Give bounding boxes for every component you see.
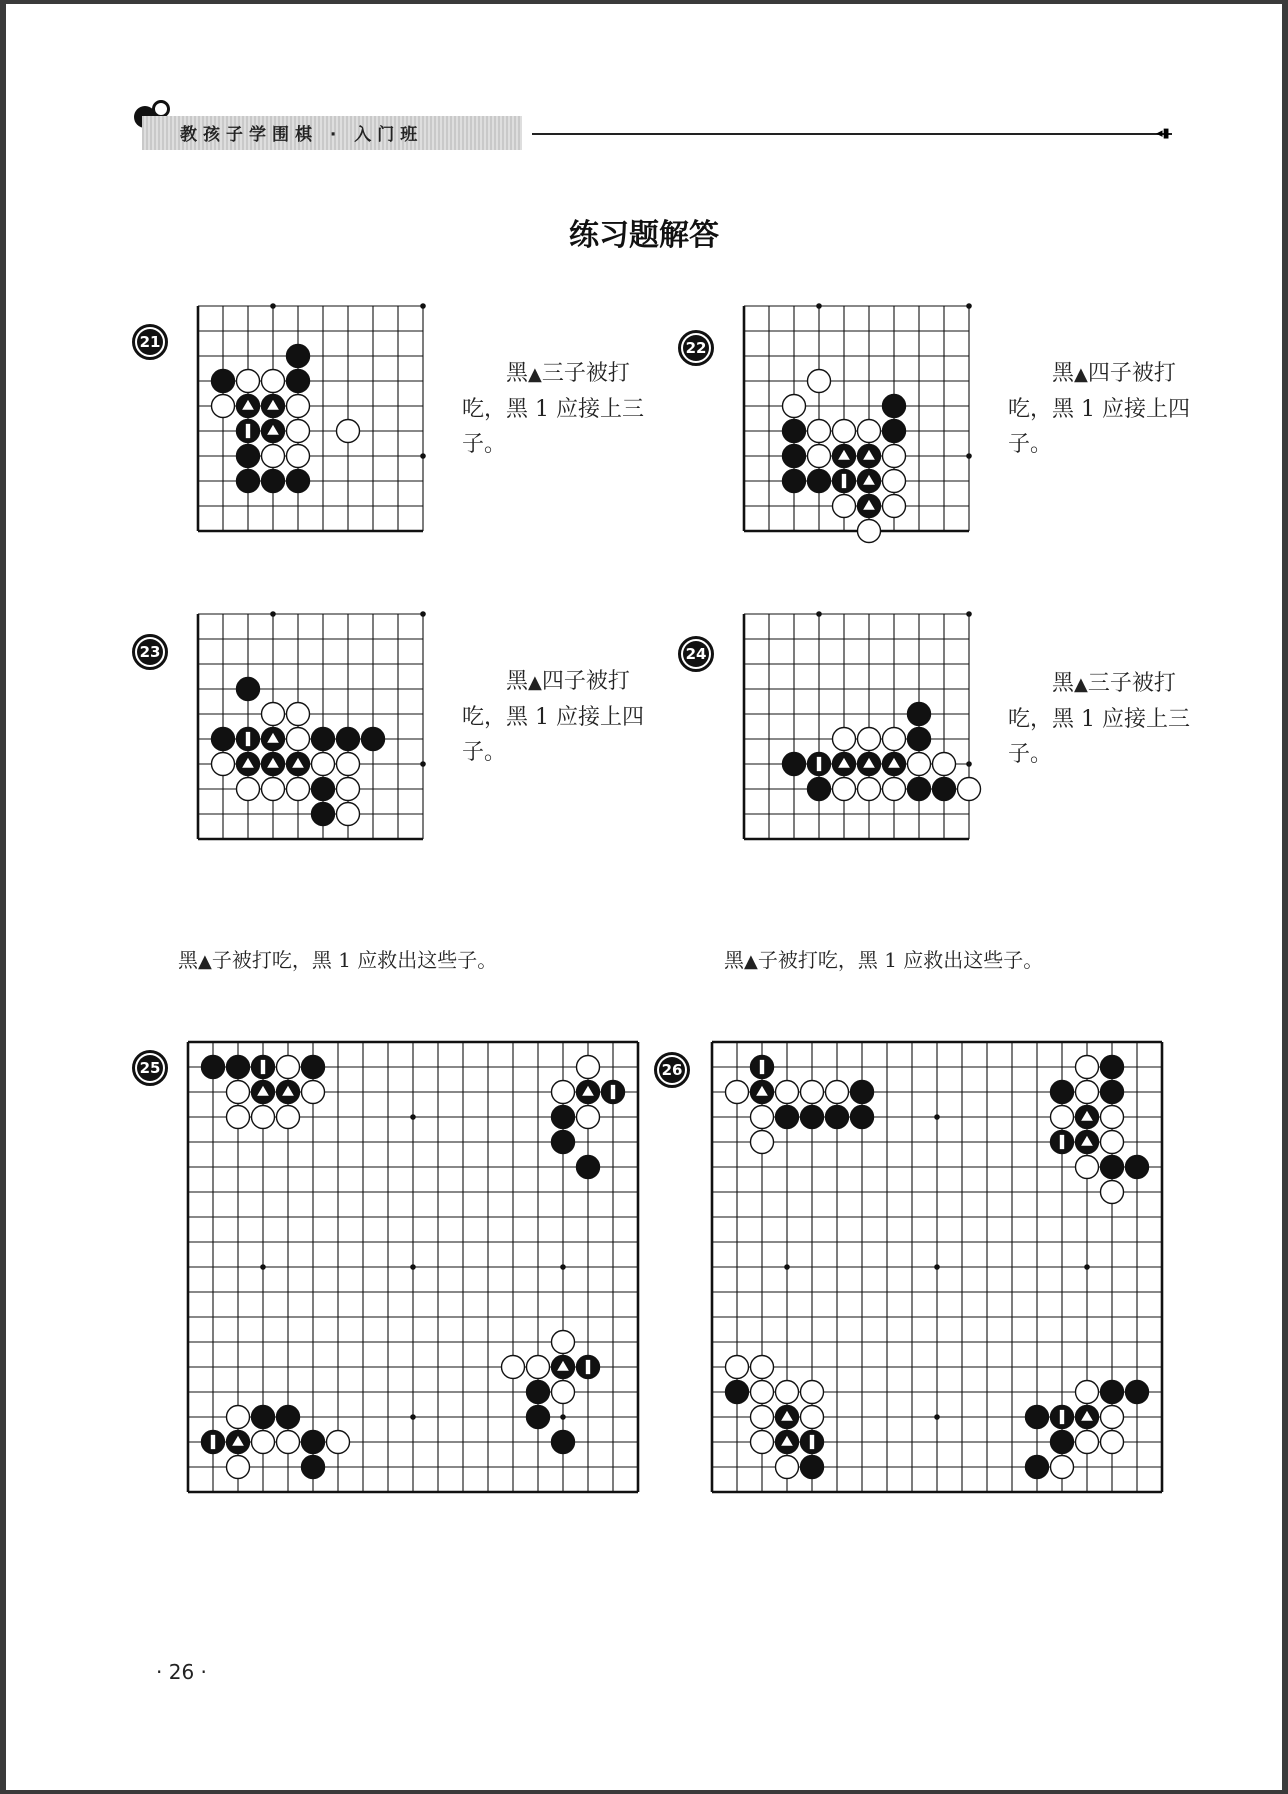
black-stone bbox=[1051, 1081, 1074, 1104]
white-stone bbox=[751, 1131, 774, 1154]
go-board-diagram bbox=[192, 302, 452, 552]
white-stone bbox=[337, 753, 360, 776]
black-stone bbox=[262, 470, 285, 493]
move-one-mark-icon bbox=[817, 757, 821, 771]
white-stone bbox=[1051, 1106, 1074, 1129]
white-stone bbox=[287, 445, 310, 468]
black-stone bbox=[1026, 1456, 1049, 1479]
white-stone bbox=[287, 420, 310, 443]
star-point bbox=[410, 1414, 416, 1420]
white-stone bbox=[801, 1406, 824, 1429]
go-board-diagram bbox=[738, 302, 998, 562]
black-stone bbox=[776, 1106, 799, 1129]
black-stone bbox=[202, 1056, 225, 1079]
black-stone bbox=[552, 1431, 575, 1454]
white-stone bbox=[808, 445, 831, 468]
white-stone bbox=[1076, 1381, 1099, 1404]
black-stone bbox=[808, 470, 831, 493]
white-stone bbox=[776, 1381, 799, 1404]
white-stone bbox=[212, 395, 235, 418]
white-stone bbox=[227, 1081, 250, 1104]
triangle-marked-stone-icon: ▲ bbox=[1074, 674, 1088, 695]
white-stone bbox=[1076, 1156, 1099, 1179]
black-stone bbox=[302, 1456, 325, 1479]
move-one-mark-icon bbox=[611, 1085, 615, 1099]
white-stone bbox=[337, 778, 360, 801]
white-stone bbox=[1101, 1406, 1124, 1429]
move-one-mark-icon bbox=[586, 1360, 590, 1374]
book-page bbox=[6, 4, 1282, 1790]
white-stone bbox=[227, 1456, 250, 1479]
white-stone bbox=[302, 1081, 325, 1104]
white-stone bbox=[552, 1331, 575, 1354]
note-text-rest: 三子被打吃，黑 1 应接上三子。 bbox=[462, 361, 644, 457]
black-stone bbox=[552, 1131, 575, 1154]
black-stone bbox=[277, 1406, 300, 1429]
black-stone bbox=[1126, 1156, 1149, 1179]
white-stone bbox=[958, 778, 981, 801]
white-stone bbox=[262, 445, 285, 468]
note-text-rest: 三子被打吃，黑 1 应接上三子。 bbox=[1008, 671, 1190, 767]
black-stone bbox=[908, 703, 931, 726]
white-stone bbox=[1076, 1431, 1099, 1454]
white-stone bbox=[502, 1356, 525, 1379]
white-stone bbox=[1101, 1431, 1124, 1454]
white-stone bbox=[883, 445, 906, 468]
black-stone bbox=[227, 1056, 250, 1079]
problem-number-badge bbox=[132, 324, 168, 360]
black-stone bbox=[1101, 1381, 1124, 1404]
white-stone bbox=[262, 370, 285, 393]
white-stone bbox=[227, 1406, 250, 1429]
star-point bbox=[270, 303, 276, 309]
star-point bbox=[934, 1264, 940, 1270]
white-stone bbox=[262, 703, 285, 726]
black-stone bbox=[362, 728, 385, 751]
white-stone bbox=[237, 370, 260, 393]
board-grid bbox=[744, 611, 972, 839]
black-stone bbox=[851, 1106, 874, 1129]
star-point bbox=[410, 1114, 416, 1120]
white-stone bbox=[751, 1406, 774, 1429]
white-stone bbox=[212, 753, 235, 776]
triangle-marked-stone-icon: ▲ bbox=[198, 951, 212, 972]
black-stone bbox=[312, 778, 335, 801]
white-stone bbox=[1076, 1081, 1099, 1104]
black-stone bbox=[237, 678, 260, 701]
move-one-mark-icon bbox=[1060, 1410, 1064, 1424]
star-point bbox=[260, 1264, 266, 1270]
black-stone bbox=[808, 778, 831, 801]
black-stone bbox=[287, 370, 310, 393]
white-stone bbox=[287, 703, 310, 726]
star-point bbox=[966, 303, 972, 309]
white-stone bbox=[908, 753, 931, 776]
white-stone bbox=[252, 1431, 275, 1454]
black-stone bbox=[826, 1106, 849, 1129]
white-stone bbox=[826, 1081, 849, 1104]
problem-note bbox=[462, 664, 657, 770]
star-point bbox=[934, 1414, 940, 1420]
black-stone bbox=[883, 420, 906, 443]
white-stone bbox=[227, 1106, 250, 1129]
caption-text-start: 黑 bbox=[178, 948, 198, 972]
star-point bbox=[966, 453, 972, 459]
black-stone bbox=[908, 728, 931, 751]
move-one-mark-icon bbox=[1060, 1135, 1064, 1149]
running-header bbox=[134, 96, 1184, 156]
white-stone bbox=[808, 420, 831, 443]
black-stone bbox=[287, 345, 310, 368]
white-stone bbox=[287, 778, 310, 801]
problem-caption bbox=[724, 944, 1043, 973]
white-stone bbox=[783, 395, 806, 418]
triangle-marked-stone-icon: ▲ bbox=[744, 951, 758, 972]
problem-note bbox=[1008, 666, 1203, 772]
white-stone bbox=[933, 753, 956, 776]
black-stone bbox=[337, 728, 360, 751]
go-board-diagram bbox=[182, 1036, 644, 1498]
book-title: 教孩子学围棋 · 入门班 bbox=[180, 125, 424, 145]
white-stone bbox=[801, 1381, 824, 1404]
caption-text-rest: 子被打吃，黑 1 应救出这些子。 bbox=[211, 948, 498, 972]
problem-number: 23 bbox=[137, 639, 163, 665]
black-stone bbox=[783, 753, 806, 776]
star-point bbox=[816, 303, 822, 309]
white-stone bbox=[833, 728, 856, 751]
white-stone bbox=[776, 1456, 799, 1479]
white-stone bbox=[858, 728, 881, 751]
white-stone bbox=[1101, 1131, 1124, 1154]
black-stone bbox=[552, 1106, 575, 1129]
black-stone bbox=[908, 778, 931, 801]
white-stone bbox=[277, 1056, 300, 1079]
white-stone bbox=[751, 1356, 774, 1379]
black-stone bbox=[312, 728, 335, 751]
problem-note bbox=[1008, 356, 1203, 462]
black-stone bbox=[1101, 1156, 1124, 1179]
white-stone bbox=[808, 370, 831, 393]
move-one-mark-icon bbox=[842, 474, 846, 488]
white-stone bbox=[833, 420, 856, 443]
note-text-start: 黑 bbox=[1052, 671, 1075, 696]
white-stone bbox=[577, 1056, 600, 1079]
white-stone bbox=[751, 1431, 774, 1454]
black-stone bbox=[527, 1381, 550, 1404]
star-point bbox=[420, 303, 426, 309]
black-stone bbox=[212, 728, 235, 751]
white-stone bbox=[751, 1106, 774, 1129]
black-stone bbox=[312, 803, 335, 826]
problem-number: 21 bbox=[137, 329, 163, 355]
caption-text-start: 黑 bbox=[724, 948, 744, 972]
page-title: 练习题解答 bbox=[569, 218, 719, 253]
note-text-start: 黑 bbox=[506, 361, 529, 386]
board-grid bbox=[198, 611, 426, 839]
star-point bbox=[560, 1414, 566, 1420]
problem-number: 25 bbox=[137, 1055, 163, 1081]
move-one-mark-icon bbox=[246, 732, 250, 746]
white-stone bbox=[883, 470, 906, 493]
problem-number: 26 bbox=[659, 1057, 685, 1083]
black-stone bbox=[527, 1406, 550, 1429]
board-grid bbox=[744, 303, 972, 531]
white-stone bbox=[552, 1381, 575, 1404]
white-stone bbox=[883, 495, 906, 518]
black-stone bbox=[252, 1406, 275, 1429]
problem-number: 22 bbox=[683, 335, 709, 361]
white-stone bbox=[726, 1356, 749, 1379]
move-one-mark-icon bbox=[810, 1435, 814, 1449]
page-number: · 26 · bbox=[156, 1660, 207, 1684]
note-text-rest: 四子被打吃，黑 1 应接上四子。 bbox=[462, 669, 644, 765]
white-stone bbox=[776, 1081, 799, 1104]
star-point bbox=[270, 611, 276, 617]
problem-number-badge bbox=[654, 1052, 690, 1088]
note-text-rest: 四子被打吃，黑 1 应接上四子。 bbox=[1008, 361, 1190, 457]
white-stone bbox=[252, 1106, 275, 1129]
white-stone bbox=[858, 420, 881, 443]
star-point bbox=[410, 1264, 416, 1270]
star-point bbox=[784, 1264, 790, 1270]
white-stone bbox=[337, 420, 360, 443]
black-stone bbox=[1051, 1431, 1074, 1454]
star-point bbox=[560, 1264, 566, 1270]
white-stone bbox=[327, 1431, 350, 1454]
black-stone bbox=[577, 1156, 600, 1179]
black-stone bbox=[237, 445, 260, 468]
caption-text-rest: 子被打吃，黑 1 应救出这些子。 bbox=[757, 948, 1044, 972]
white-stone bbox=[237, 778, 260, 801]
black-stone bbox=[1026, 1406, 1049, 1429]
white-stone bbox=[833, 495, 856, 518]
go-board-diagram bbox=[192, 610, 452, 860]
go-board-diagram bbox=[738, 610, 998, 860]
problem-number-badge bbox=[678, 330, 714, 366]
triangle-marked-stone-icon: ▲ bbox=[1074, 364, 1088, 385]
white-stone bbox=[1101, 1106, 1124, 1129]
star-point bbox=[420, 611, 426, 617]
note-text-start: 黑 bbox=[1052, 361, 1075, 386]
white-stone bbox=[527, 1356, 550, 1379]
white-stone bbox=[277, 1106, 300, 1129]
board-grid bbox=[198, 303, 426, 531]
star-point bbox=[1084, 1264, 1090, 1270]
white-stone bbox=[883, 728, 906, 751]
white-stone bbox=[312, 753, 335, 776]
white-stone bbox=[751, 1381, 774, 1404]
white-stone bbox=[287, 395, 310, 418]
black-stone bbox=[287, 470, 310, 493]
white-stone bbox=[577, 1106, 600, 1129]
white-stone bbox=[277, 1431, 300, 1454]
problem-number: 24 bbox=[683, 641, 709, 667]
star-point bbox=[420, 761, 426, 767]
black-stone bbox=[933, 778, 956, 801]
black-stone bbox=[801, 1106, 824, 1129]
black-stone bbox=[302, 1056, 325, 1079]
problem-number-badge bbox=[678, 636, 714, 672]
black-stone bbox=[801, 1456, 824, 1479]
star-point bbox=[420, 453, 426, 459]
black-stone bbox=[883, 395, 906, 418]
white-stone bbox=[858, 520, 881, 543]
black-stone bbox=[302, 1431, 325, 1454]
move-one-mark-icon bbox=[211, 1435, 215, 1449]
problem-number-badge bbox=[132, 1050, 168, 1086]
problem-note bbox=[462, 356, 657, 462]
triangle-marked-stone-icon: ▲ bbox=[528, 672, 542, 693]
white-stone bbox=[337, 803, 360, 826]
move-one-mark-icon bbox=[760, 1060, 764, 1074]
white-stone bbox=[858, 778, 881, 801]
move-one-mark-icon bbox=[261, 1060, 265, 1074]
white-stone bbox=[552, 1081, 575, 1104]
black-stone bbox=[851, 1081, 874, 1104]
white-stone bbox=[287, 728, 310, 751]
star-point bbox=[816, 611, 822, 617]
go-board-diagram bbox=[706, 1036, 1168, 1498]
black-stone bbox=[237, 470, 260, 493]
star-point bbox=[934, 1114, 940, 1120]
star-point bbox=[966, 761, 972, 767]
white-stone bbox=[1076, 1056, 1099, 1079]
black-stone bbox=[1101, 1081, 1124, 1104]
black-stone bbox=[783, 420, 806, 443]
white-stone bbox=[1101, 1181, 1124, 1204]
white-stone bbox=[262, 778, 285, 801]
move-one-mark-icon bbox=[246, 424, 250, 438]
black-stone bbox=[212, 370, 235, 393]
black-stone bbox=[1101, 1056, 1124, 1079]
black-stone bbox=[1126, 1381, 1149, 1404]
white-stone bbox=[833, 778, 856, 801]
note-text-start: 黑 bbox=[506, 669, 529, 694]
white-stone bbox=[801, 1081, 824, 1104]
white-stone bbox=[883, 778, 906, 801]
white-stone bbox=[726, 1081, 749, 1104]
star-point bbox=[966, 611, 972, 617]
problem-caption bbox=[178, 944, 497, 973]
problem-number-badge bbox=[132, 634, 168, 670]
black-stone bbox=[726, 1381, 749, 1404]
header-rule bbox=[532, 133, 1172, 135]
black-stone bbox=[783, 445, 806, 468]
header-end-mark: ◂▮ bbox=[1156, 126, 1170, 141]
triangle-marked-stone-icon: ▲ bbox=[528, 364, 542, 385]
white-stone bbox=[1051, 1456, 1074, 1479]
black-stone bbox=[783, 470, 806, 493]
